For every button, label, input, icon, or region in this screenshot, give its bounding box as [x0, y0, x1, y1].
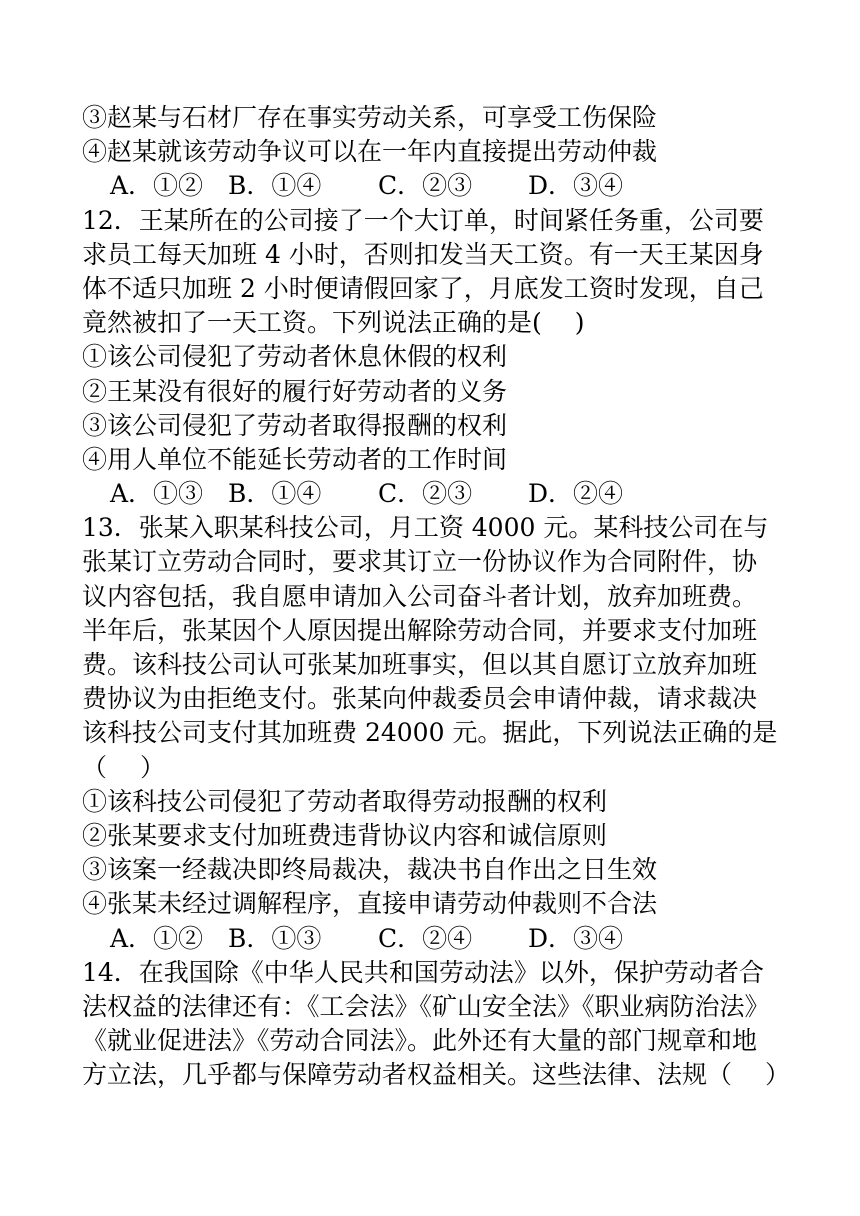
answer-options [82, 477, 782, 511]
option-a: A．①② [110, 923, 204, 953]
question-stem-line: 张某订立劳动合同时，要求其订立一份协议作为合同附件，协 [82, 547, 758, 577]
question-stem-line: 费。该科技公司认可张某加班事实，但以其自愿订立放弃加班 [82, 650, 758, 679]
option-a: A．①③ [110, 479, 204, 509]
statement-4: ④用人单位不能延长劳动者的工作时间 [82, 444, 508, 474]
question-13 [82, 511, 782, 955]
question-stem-line: 费协议为由拒绝支付。张某向仲裁委员会申请仲裁，请求裁决 [82, 684, 758, 714]
option-a: A．①② [110, 171, 204, 201]
option-c: C．②④ [378, 923, 473, 953]
option-c: C．②③ [378, 171, 473, 201]
answer-options [82, 922, 782, 956]
statement-4: ④张某未经过调解程序，直接申请劳动仲裁则不合法 [82, 889, 658, 919]
option-d: D．②④ [528, 479, 624, 509]
question-stem-line: 12．王某所在的公司接了一个大订单，时间紧任务重，公司要 [82, 205, 764, 235]
question-stem-line: 方立法，几乎都与保障劳动者权益相关。这些法律、法规（ ） [82, 1060, 790, 1090]
statement-2: ②张某要求支付加班费违背协议内容和诚信原则 [82, 820, 608, 850]
exam-page [82, 101, 790, 1092]
statement-3: ③该公司侵犯了劳动者取得报酬的权利 [82, 410, 508, 440]
statement-1: ①该公司侵犯了劳动者休息休假的权利 [82, 342, 508, 372]
question-stem-line: 求员工每天加班 4 小时，否则扣发当天工资。有一天王某因身 [82, 239, 764, 269]
question-stem-line: 半年后，张某因个人原因提出解除劳动合同，并要求支付加班 [82, 615, 758, 645]
question-11-continued [82, 101, 782, 204]
option-b: B．①③ [228, 923, 322, 953]
answer-options [82, 169, 782, 203]
statement-3: ③该案一经裁决即终局裁决，裁决书自作出之日生效 [82, 855, 658, 885]
option-c: C．②③ [378, 479, 473, 509]
statement-3: ③赵某与石材厂存在事实劳动关系，可享受工伤保险 [82, 103, 658, 132]
question-stem-line: 竟然被扣了一天工资。下列说法正确的是( ) [82, 308, 585, 338]
option-d: D．③④ [528, 171, 624, 201]
question-stem-line: 14．在我国除《中华人民共和国劳动法》以外，保护劳动者合 [82, 957, 764, 987]
option-b: B．①④ [228, 479, 322, 509]
question-14 [82, 956, 790, 1093]
statement-1: ①该科技公司侵犯了劳动者取得劳动报酬的权利 [82, 786, 608, 816]
statement-4: ④赵某就该劳动争议可以在一年内直接提出劳动仲裁 [82, 137, 658, 167]
question-stem-line: 体不适只加班 2 小时便请假回家了，月底发工资时发现，自己 [82, 273, 764, 303]
option-d: D．③④ [528, 923, 624, 953]
question-stem-line: 《就业促进法》《劳动合同法》。此外还有大量的部门规章和地 [82, 1026, 758, 1056]
question-stem-line: 13．张某入职某科技公司，月工资 4000 元。某科技公司在与 [82, 513, 769, 543]
option-b: B．①④ [228, 171, 322, 201]
question-stem-line: 该科技公司支付其加班费 24000 元。据此，下列说法正确的是 [82, 718, 778, 748]
question-stem-line: 法权益的法律还有：《工会法》《矿山安全法》《职业病防治法》 [82, 991, 770, 1021]
statement-2: ②王某没有很好的履行好劳动者的义务 [82, 376, 508, 406]
question-12 [82, 204, 782, 512]
answer-blank: （ ） [82, 752, 165, 782]
question-stem-line: 议内容包括，我自愿申请加入公司奋斗者计划，放弃加班费。 [82, 581, 758, 611]
